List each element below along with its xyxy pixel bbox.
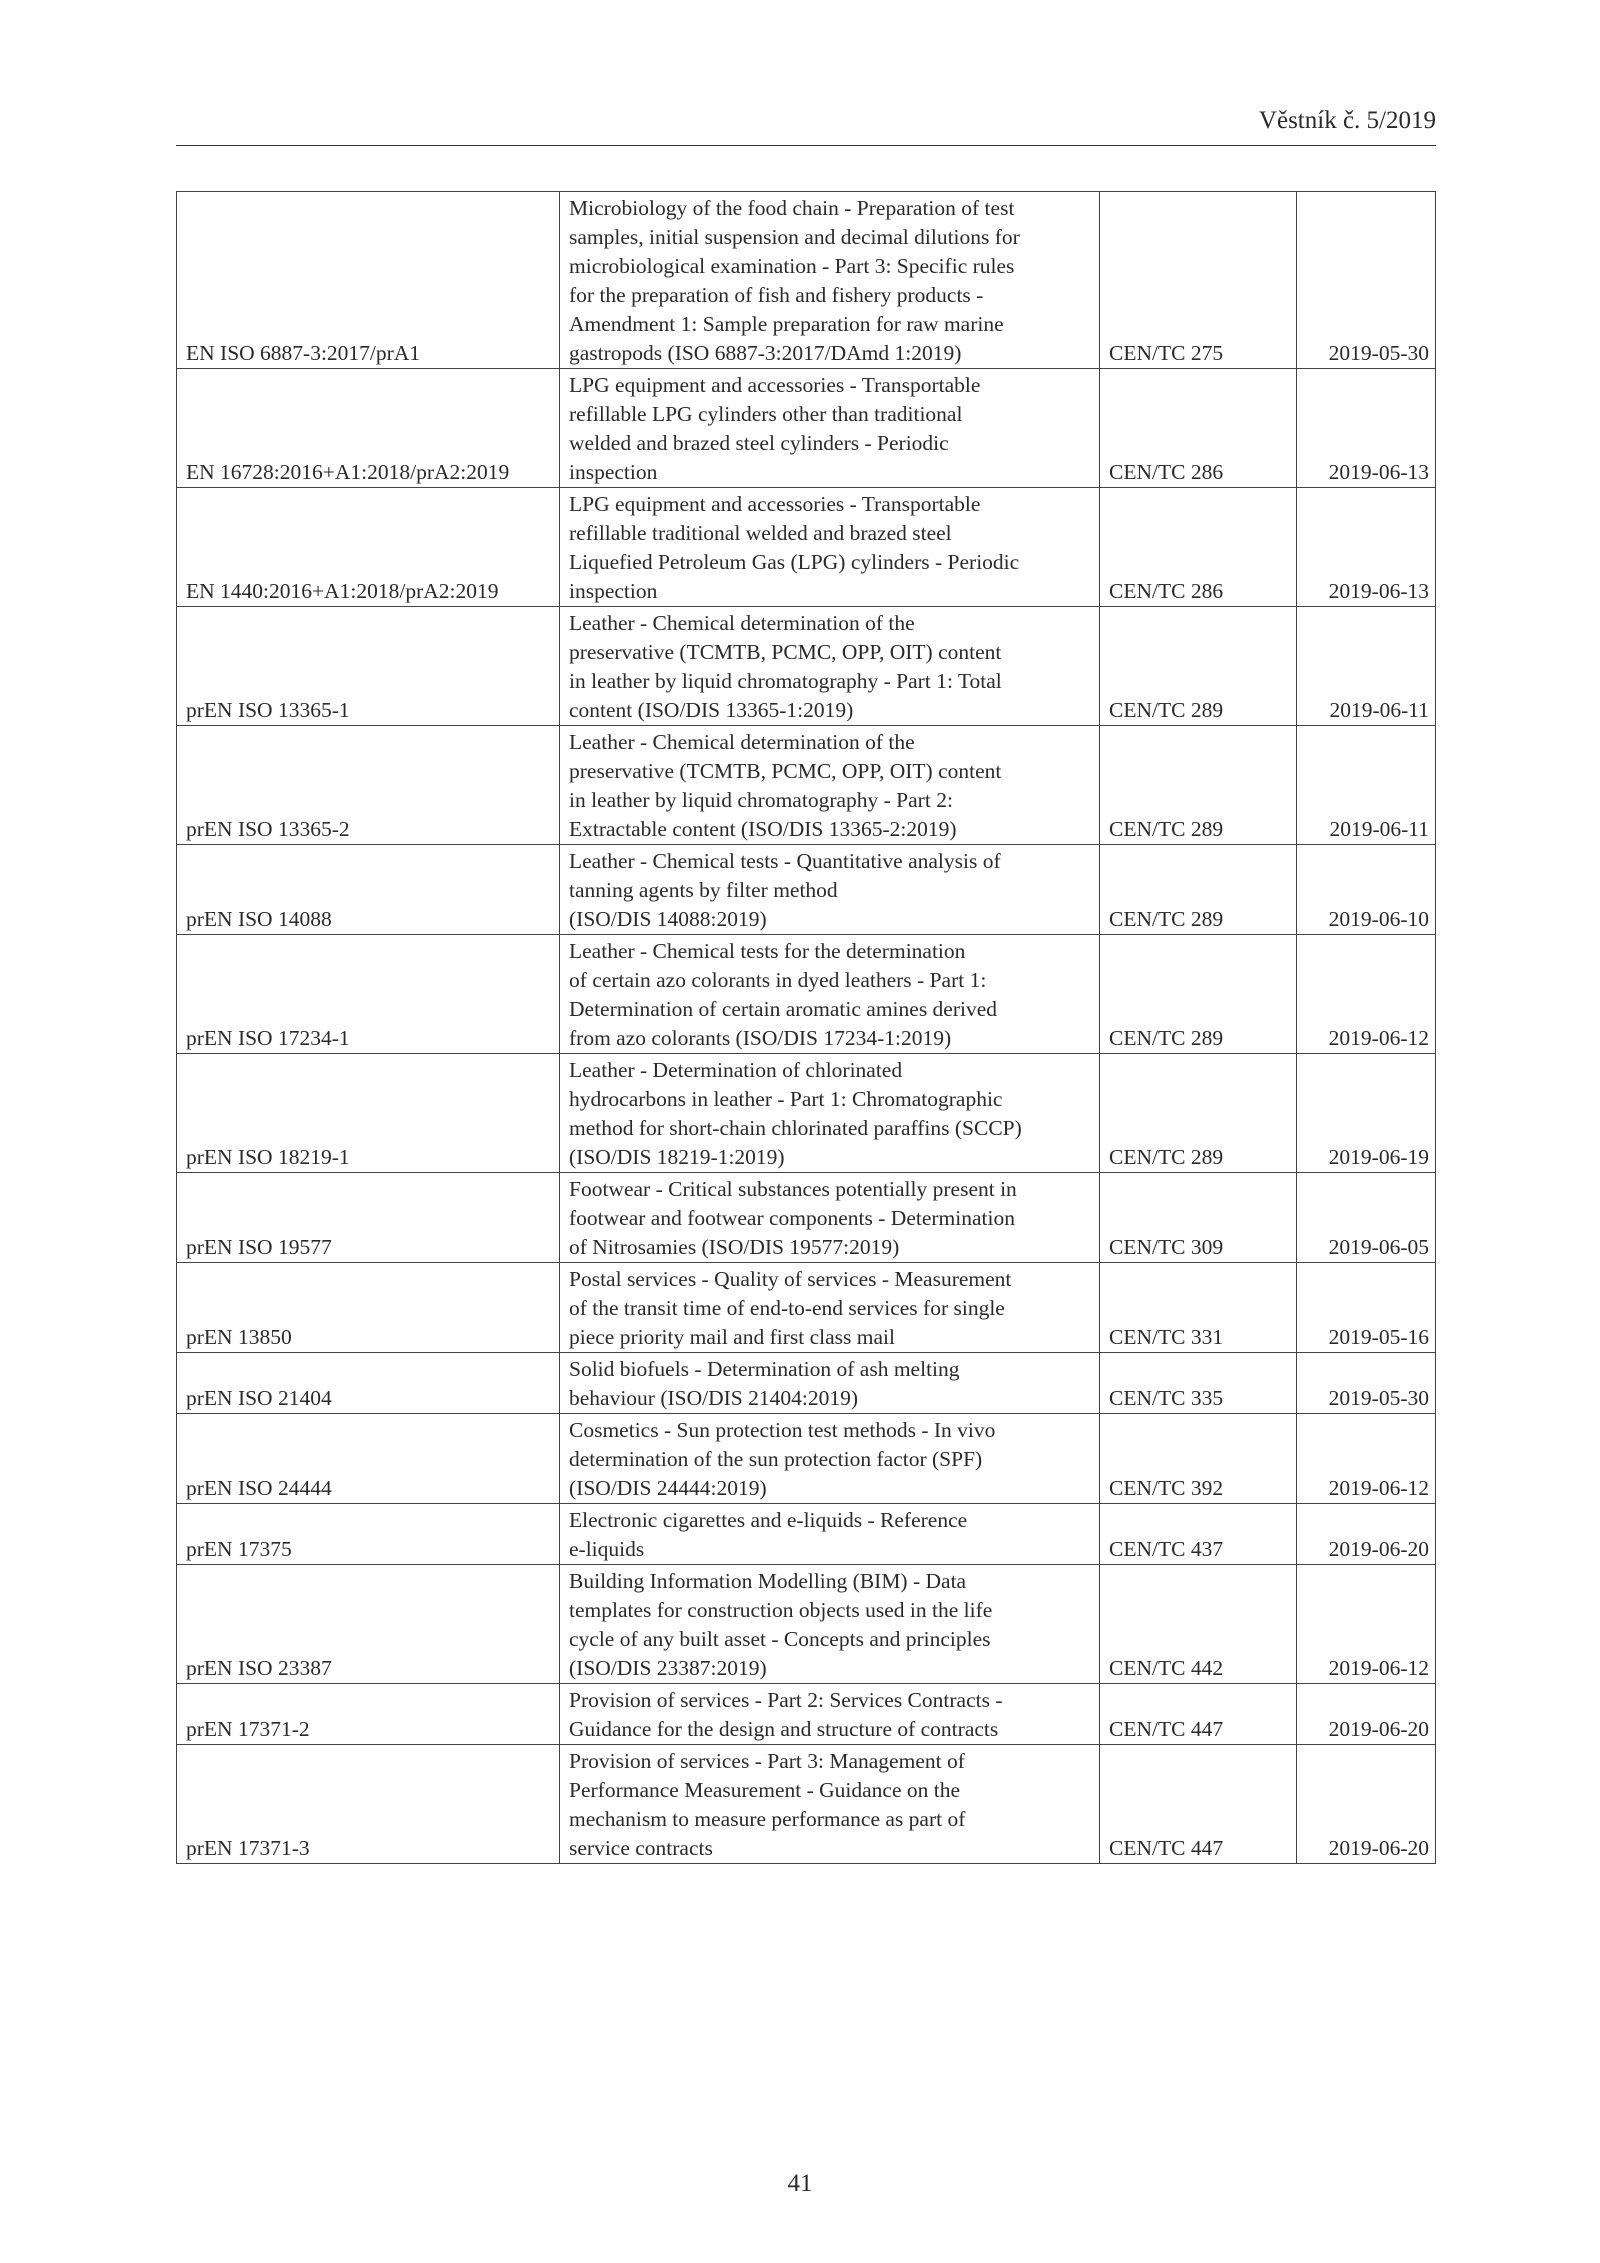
technical-committee-cell — [1100, 1173, 1297, 1263]
comment-deadline-cell — [1297, 192, 1436, 369]
standard-code: prEN 13850 — [186, 1325, 292, 1349]
standard-title: Building Information Modelling (BIM) - Data templates for construction objects used in the life cycle of any built asset - Concepts and principles (ISO/DIS 23387:2019) — [569, 1569, 993, 1680]
standard-code: prEN 17371-3 — [186, 1836, 310, 1860]
page-header — [176, 108, 1436, 146]
comment-deadline-cell — [1297, 1414, 1436, 1504]
technical-committee: CEN/TC 442 — [1109, 1656, 1224, 1680]
technical-committee-cell — [1100, 1565, 1297, 1684]
comment-deadline: 2019-05-30 — [1328, 341, 1429, 365]
comment-deadline: 2019-06-13 — [1328, 579, 1429, 603]
technical-committee-cell — [1100, 845, 1297, 935]
standard-code: prEN ISO 24444 — [186, 1476, 332, 1500]
comment-deadline: 2019-06-10 — [1328, 907, 1429, 931]
technical-committee: CEN/TC 286 — [1109, 579, 1224, 603]
comment-deadline-cell — [1297, 488, 1436, 607]
table-row — [177, 1173, 1436, 1263]
standard-title-cell — [560, 488, 1100, 607]
standard-title: Postal services - Quality of services - Measurement of the transit time of end-to-end services for single piece priority mail and first class mail — [569, 1267, 1012, 1349]
standard-code: EN ISO 6887-3:2017/prA1 — [186, 341, 421, 365]
technical-committee: CEN/TC 392 — [1109, 1476, 1224, 1500]
table-row — [177, 726, 1436, 845]
comment-deadline-cell — [1297, 1173, 1436, 1263]
standard-code-cell — [177, 369, 560, 488]
standard-title-cell — [560, 1504, 1100, 1565]
comment-deadline: 2019-06-20 — [1328, 1717, 1429, 1741]
standard-title: Leather - Chemical tests - Quantitative analysis of tanning agents by filter method (ISO/DIS 14088:2019) — [569, 849, 1001, 931]
standard-code-cell — [177, 1414, 560, 1504]
standard-code: prEN ISO 23387 — [186, 1656, 332, 1680]
standard-title-cell — [560, 1054, 1100, 1173]
comment-deadline-cell — [1297, 1684, 1436, 1745]
comment-deadline: 2019-06-12 — [1328, 1656, 1429, 1680]
standard-code-cell — [177, 488, 560, 607]
technical-committee: CEN/TC 289 — [1109, 1026, 1224, 1050]
standard-code-cell — [177, 1565, 560, 1684]
technical-committee-cell — [1100, 726, 1297, 845]
comment-deadline-cell — [1297, 1504, 1436, 1565]
table-row — [177, 1504, 1436, 1565]
technical-committee: CEN/TC 309 — [1109, 1235, 1224, 1259]
standard-title: Provision of services - Part 2: Services Contracts - Guidance for the design and structure of contracts — [569, 1688, 1003, 1741]
standard-title: Leather - Chemical determination of the preservative (TCMTB, PCMC, OPP, OIT) content in leather by liquid chromatography - Part 1: Total content (ISO/DIS 13365-1:2019) — [569, 611, 1002, 722]
technical-committee-cell — [1100, 1263, 1297, 1353]
standard-code: prEN 17371-2 — [186, 1717, 310, 1741]
standard-title-cell — [560, 845, 1100, 935]
table-row — [177, 1684, 1436, 1745]
standard-code-cell — [177, 192, 560, 369]
comment-deadline: 2019-06-19 — [1328, 1145, 1429, 1169]
standard-title: Solid biofuels - Determination of ash melting behaviour (ISO/DIS 21404:2019) — [569, 1357, 960, 1410]
technical-committee: CEN/TC 275 — [1109, 341, 1224, 365]
standard-title: Leather - Determination of chlorinated hydrocarbons in leather - Part 1: Chromatographic method for short-chain chlorinated paraffins (SCCP) (ISO/DIS 18219-1:2019) — [569, 1058, 1022, 1169]
technical-committee: CEN/TC 335 — [1109, 1386, 1224, 1410]
standard-code: prEN ISO 13365-1 — [186, 698, 350, 722]
technical-committee-cell — [1100, 1414, 1297, 1504]
comment-deadline: 2019-06-12 — [1328, 1476, 1429, 1500]
standard-title-cell — [560, 1173, 1100, 1263]
technical-committee: CEN/TC 437 — [1109, 1537, 1224, 1561]
standard-code: prEN ISO 18219-1 — [186, 1145, 350, 1169]
table-row — [177, 1565, 1436, 1684]
technical-committee-cell — [1100, 607, 1297, 726]
table-row — [177, 192, 1436, 369]
comment-deadline-cell — [1297, 1353, 1436, 1414]
table-row — [177, 845, 1436, 935]
comment-deadline-cell — [1297, 1565, 1436, 1684]
standard-code: prEN ISO 21404 — [186, 1386, 332, 1410]
table-row — [177, 1353, 1436, 1414]
standards-table-body — [177, 192, 1436, 1864]
table-row — [177, 369, 1436, 488]
comment-deadline: 2019-06-11 — [1329, 698, 1429, 722]
standard-code: prEN ISO 14088 — [186, 907, 332, 931]
technical-committee: CEN/TC 331 — [1109, 1325, 1224, 1349]
standard-title-cell — [560, 935, 1100, 1054]
technical-committee-cell — [1100, 1745, 1297, 1864]
standard-code-cell — [177, 1684, 560, 1745]
technical-committee: CEN/TC 289 — [1109, 907, 1224, 931]
standard-title-cell — [560, 1745, 1100, 1864]
standard-title: LPG equipment and accessories - Transportable refillable LPG cylinders other than traditional welded and brazed steel cylinders - Periodic inspection — [569, 373, 981, 484]
standard-code-cell — [177, 1054, 560, 1173]
page-number: 41 — [787, 2170, 813, 2197]
standard-title: Microbiology of the food chain - Preparation of test samples, initial suspension and decimal dilutions for microbiological examination - Part 3: Specific rules for the preparation of fish and fishery products - Amendment 1: Sample preparation for raw marine gastropods (ISO 6887-3:2017/DAmd 1:2019) — [569, 196, 1020, 365]
standard-title-cell — [560, 1353, 1100, 1414]
standard-code: EN 1440:2016+A1:2018/prA2:2019 — [186, 579, 499, 603]
comment-deadline-cell — [1297, 1054, 1436, 1173]
comment-deadline: 2019-06-12 — [1328, 1026, 1429, 1050]
bulletin-title: Věstník č. 5/2019 — [1258, 107, 1436, 134]
standard-title-cell — [560, 1263, 1100, 1353]
comment-deadline-cell — [1297, 607, 1436, 726]
standards-table — [176, 191, 1436, 1864]
standard-code-cell — [177, 1353, 560, 1414]
standard-code-cell — [177, 935, 560, 1054]
technical-committee-cell — [1100, 1684, 1297, 1745]
comment-deadline: 2019-05-30 — [1328, 1386, 1429, 1410]
comment-deadline-cell — [1297, 935, 1436, 1054]
standard-title: Leather - Chemical tests for the determination of certain azo colorants in dyed leathers - Part 1: Determination of certain aromatic amines derived from azo colorants (ISO/DIS 17234-1:2019) — [569, 939, 998, 1050]
technical-committee-cell — [1100, 1054, 1297, 1173]
comment-deadline: 2019-05-16 — [1328, 1325, 1429, 1349]
technical-committee-cell — [1100, 488, 1297, 607]
standard-title-cell — [560, 1565, 1100, 1684]
standard-title-cell — [560, 1684, 1100, 1745]
standard-code: prEN ISO 17234-1 — [186, 1026, 350, 1050]
technical-committee-cell — [1100, 935, 1297, 1054]
standard-title-cell — [560, 607, 1100, 726]
comment-deadline: 2019-06-20 — [1328, 1836, 1429, 1860]
standard-code-cell — [177, 1745, 560, 1864]
standard-title: Cosmetics - Sun protection test methods - In vivo determination of the sun protection factor (SPF) (ISO/DIS 24444:2019) — [569, 1418, 996, 1500]
table-row — [177, 607, 1436, 726]
standard-code-cell — [177, 1173, 560, 1263]
standard-code-cell — [177, 1263, 560, 1353]
table-row — [177, 1263, 1436, 1353]
technical-committee: CEN/TC 289 — [1109, 698, 1224, 722]
comment-deadline-cell — [1297, 1263, 1436, 1353]
standard-title: Provision of services - Part 3: Management of Performance Measurement - Guidance on the mechanism to measure performance as part of service contracts — [569, 1749, 966, 1860]
technical-committee: CEN/TC 286 — [1109, 460, 1224, 484]
standard-title-cell — [560, 1414, 1100, 1504]
standard-title: Electronic cigarettes and e-liquids - Reference e-liquids — [569, 1508, 968, 1561]
standard-code: prEN ISO 13365-2 — [186, 817, 350, 841]
standard-title: Footwear - Critical substances potentially present in footwear and footwear components - Determination of Nitrosamies (ISO/DIS 19577:2019) — [569, 1177, 1017, 1259]
standard-title-cell — [560, 192, 1100, 369]
standard-code-cell — [177, 845, 560, 935]
table-row — [177, 1745, 1436, 1864]
standard-code: prEN 17375 — [186, 1537, 292, 1561]
technical-committee: CEN/TC 447 — [1109, 1717, 1224, 1741]
technical-committee: CEN/TC 447 — [1109, 1836, 1224, 1860]
technical-committee-cell — [1100, 369, 1297, 488]
standard-title: LPG equipment and accessories - Transportable refillable traditional welded and brazed steel Liquefied Petroleum Gas (LPG) cylinders - Periodic inspection — [569, 492, 1020, 603]
comment-deadline: 2019-06-13 — [1328, 460, 1429, 484]
standard-code: prEN ISO 19577 — [186, 1235, 332, 1259]
standard-title-cell — [560, 726, 1100, 845]
standard-title: Leather - Chemical determination of the preservative (TCMTB, PCMC, OPP, OIT) content in leather by liquid chromatography - Part 2: Extractable content (ISO/DIS 13365-2:2019) — [569, 730, 1002, 841]
standard-code-cell — [177, 1504, 560, 1565]
comment-deadline-cell — [1297, 845, 1436, 935]
comment-deadline-cell — [1297, 1745, 1436, 1864]
comment-deadline: 2019-06-11 — [1329, 817, 1429, 841]
standard-title-cell — [560, 369, 1100, 488]
technical-committee-cell — [1100, 1504, 1297, 1565]
table-row — [177, 488, 1436, 607]
table-row — [177, 1414, 1436, 1504]
standard-code-cell — [177, 607, 560, 726]
technical-committee-cell — [1100, 1353, 1297, 1414]
table-row — [177, 1054, 1436, 1173]
table-row — [177, 935, 1436, 1054]
standard-code-cell — [177, 726, 560, 845]
comment-deadline-cell — [1297, 369, 1436, 488]
comment-deadline-cell — [1297, 726, 1436, 845]
technical-committee: CEN/TC 289 — [1109, 1145, 1224, 1169]
standard-code: EN 16728:2016+A1:2018/prA2:2019 — [186, 460, 510, 484]
technical-committee: CEN/TC 289 — [1109, 817, 1224, 841]
technical-committee-cell — [1100, 192, 1297, 369]
comment-deadline: 2019-06-20 — [1328, 1537, 1429, 1561]
comment-deadline: 2019-06-05 — [1328, 1235, 1429, 1259]
